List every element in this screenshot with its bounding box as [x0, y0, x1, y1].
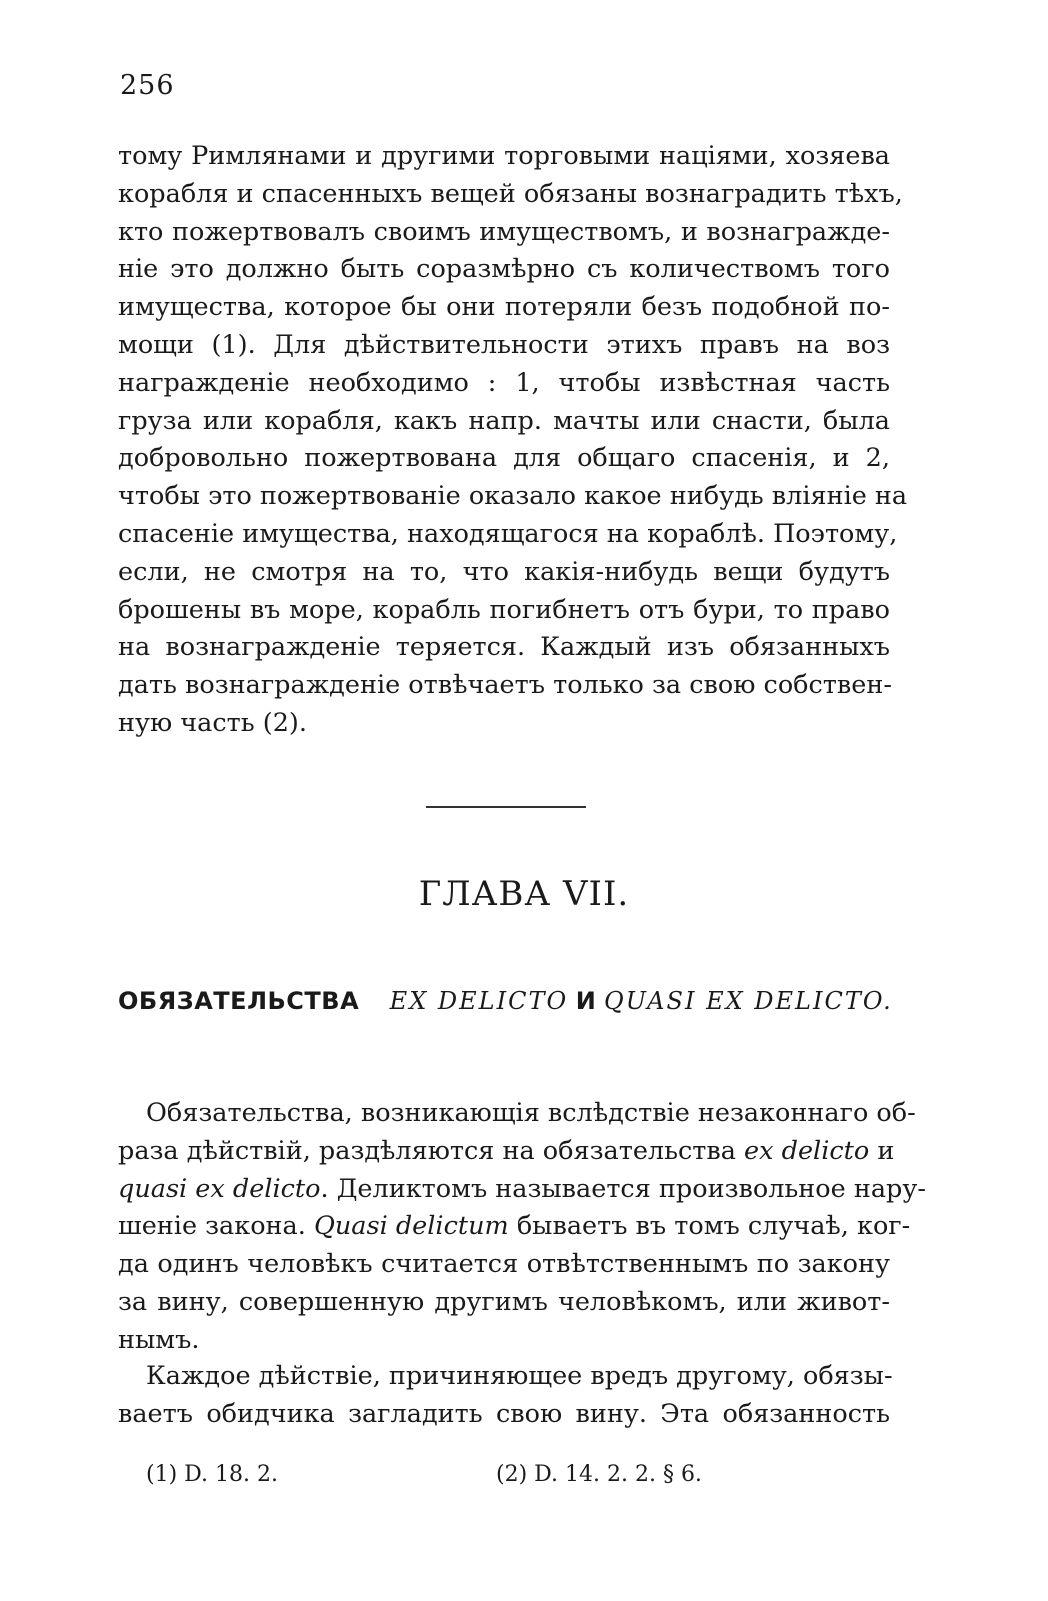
text-line: Обязательства, возникающія вслѣдствіе незаконнаго об- [146, 1098, 916, 1128]
text-line: нымъ. [118, 1324, 200, 1355]
text-line: на вознагражденіе теряется. Каждый изъ обязанныхъ [118, 632, 890, 663]
text-line: корабля и спасенныхъ вещей обязаны вознаградить тѣхъ, [118, 178, 903, 209]
text-line: Каждое дѣйствіе, причиняющее вредъ другому, обязы- [146, 1361, 893, 1391]
text-line: кто пожертвовалъ своимъ имуществомъ, и вознагражде- [118, 216, 890, 247]
heading-part-latin: EX DELICTO [389, 987, 569, 1015]
text-line: груза или корабля, какъ напр. мачты или снасти, была [118, 405, 890, 436]
paragraph-salvage-reward [118, 138, 908, 743]
chapter-title: ГЛАВА VII. [418, 874, 630, 914]
footnote-2: (2) D. 14. 2. 2. § 6. [496, 1462, 702, 1487]
text-line: раза дѣйствій, раздѣляются на обязательства ex delicto и [118, 1135, 895, 1166]
footnotes [146, 1462, 846, 1487]
text-line: добровольно пожертвована для общаго спасенія, и 2, [118, 443, 890, 474]
text-line: брошены въ море, корабль погибнетъ отъ бури, то право [118, 594, 890, 625]
text-line: ваетъ обидчика загладить свою вину. Эта обязанность [118, 1398, 890, 1429]
section-divider [426, 806, 586, 808]
text-line: ную часть (2). [118, 707, 307, 738]
text-line: спасеніе имущества, находящагося на кораблѣ. Поэтому, [118, 518, 898, 549]
text-line: тому Римлянами и другими торговыми націями, хозяева [118, 141, 890, 171]
footnote-1: (1) D. 18. 2. [146, 1462, 278, 1487]
text-line: за вину, совершенную другимъ человѣкомъ, или живот- [118, 1286, 890, 1317]
paragraph-damage-duty [118, 1358, 893, 1434]
text-line: мощи (1). Для дѣйствительности этихъ правъ на воз [118, 329, 890, 360]
heading-part-latin: QUASI EX DELICTO. [604, 987, 893, 1015]
text-line: чтобы это пожертвованіе оказало какое нибудь вліяніе на [118, 481, 908, 512]
heading-part: ОБЯЗАТЕЛЬСТВА [118, 987, 360, 1015]
text-line: quasi ex delicto. Деликтомъ называется произвольное нару- [118, 1173, 926, 1204]
heading-part: И [575, 987, 597, 1015]
text-line: дать вознагражденіе отвѣчаетъ только за свою собствен- [118, 670, 892, 701]
text-line: да одинъ человѣкъ считается отвѣтственнымъ по закону [118, 1249, 890, 1280]
paragraph-obligations-definition [118, 1095, 926, 1360]
section-heading [118, 987, 893, 1015]
text-line: награжденіе необходимо : 1, чтобы извѣстная часть [118, 367, 890, 398]
page-number: 256 [120, 70, 175, 101]
text-line: шеніе закона. Quasi delictum бываетъ въ томъ случаѣ, ког- [118, 1211, 911, 1242]
text-line: ніе это должно быть соразмѣрно съ количествомъ того [118, 254, 890, 285]
text-line: имущества, которое бы они потеряли безъ подобной по- [118, 292, 890, 323]
text-line: если, не смотря на то, что какія-нибудь вещи будутъ [118, 556, 890, 587]
